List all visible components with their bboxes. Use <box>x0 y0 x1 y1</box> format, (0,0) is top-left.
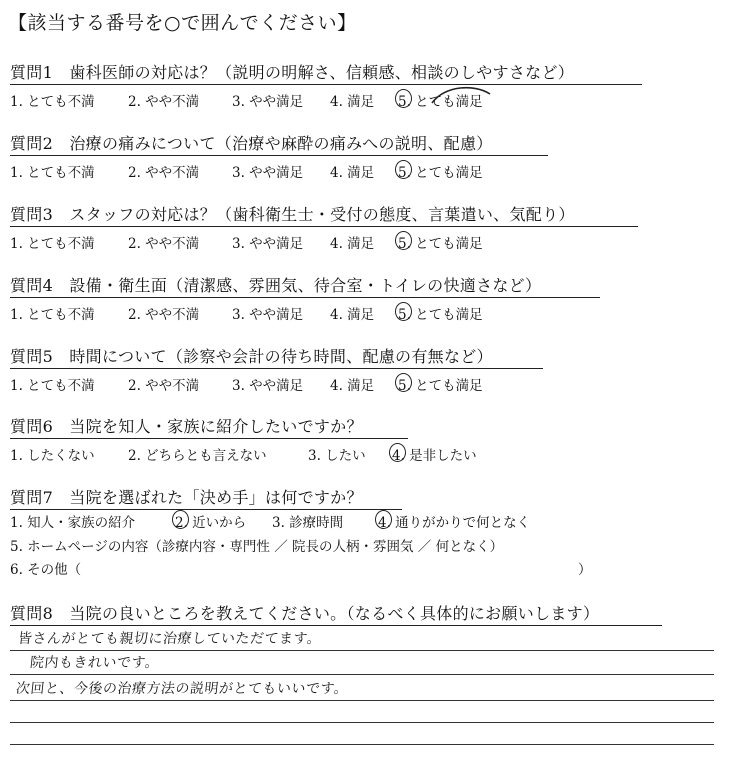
question-1-underline <box>10 84 642 85</box>
question-4-option-1[interactable]: 1. とても不満 <box>10 307 95 323</box>
question-4-option-5[interactable]: 5. とても満足 <box>398 307 483 323</box>
question-7-option-2[interactable]: 2. 近いから <box>175 515 247 531</box>
question-4-underline <box>10 297 600 298</box>
question-7-option-4[interactable]: 4. 通りがかりで何となく <box>378 515 531 531</box>
question-4-selection-circle <box>395 302 412 321</box>
question-7-option-6[interactable]: 6. その他（ <box>10 562 82 578</box>
question-3-option-1[interactable]: 1. とても不満 <box>10 236 95 252</box>
question-2-option-1[interactable]: 1. とても不満 <box>10 165 95 181</box>
question-1-option-4[interactable]: 4. 満足 <box>330 94 375 110</box>
question-1-option-1[interactable]: 1. とても不満 <box>10 94 95 110</box>
question-2-selection-circle <box>395 160 412 179</box>
question-6-option-1[interactable]: 1. したくない <box>10 448 95 464</box>
question-2-option-2[interactable]: 2. やや不満 <box>128 165 200 181</box>
question-4-option-4[interactable]: 4. 満足 <box>330 307 375 323</box>
question-6-option-3[interactable]: 3. したい <box>308 448 366 464</box>
answer-line-3 <box>10 700 714 701</box>
question-3-selection-circle <box>395 231 412 250</box>
question-6-selection-circle <box>389 443 406 462</box>
question-7-selection-circle-2 <box>172 510 189 529</box>
answer-line-2 <box>10 674 714 675</box>
question-3-title: 質問3 スタッフの対応は？（歯科衛生士・受付の態度、言葉遣い、気配り） <box>10 205 575 224</box>
question-7-option-1[interactable]: 1. 知人・家族の紹介 <box>10 515 136 531</box>
question-3-underline <box>10 226 638 227</box>
question-2-underline <box>10 155 548 156</box>
question-6-underline <box>10 438 408 439</box>
question-6-option-4[interactable]: 4. 是非したい <box>392 448 477 464</box>
question-5-option-3[interactable]: 3. やや満足 <box>232 378 304 394</box>
question-3-option-5[interactable]: 5. とても満足 <box>398 236 483 252</box>
question-5-title: 質問5 時間について（診察や会計の待ち時間、配慮の有無など） <box>10 347 493 366</box>
question-8-underline <box>10 625 662 626</box>
question-6-title: 質問6 当院を知人・家族に紹介したいですか？ <box>10 417 363 436</box>
question-5-option-4[interactable]: 4. 満足 <box>330 378 375 394</box>
question-4-title: 質問4 設備・衛生面（清潔感、雰囲気、待合室・トイレの快適さなど） <box>10 276 542 295</box>
answer-line-1 <box>10 650 714 651</box>
question-1-title: 質問1 歯科医師の対応は？（説明の明解さ、信頼感、相談のしやすさなど） <box>10 63 575 82</box>
question-6-option-2[interactable]: 2. どちらとも言えない <box>128 448 267 464</box>
handwritten-answer-1: 皆さんがとても親切に治療していただてます。 <box>17 631 323 647</box>
answer-line-4 <box>10 722 714 723</box>
question-3-option-4[interactable]: 4. 満足 <box>330 236 375 252</box>
question-2-option-4[interactable]: 4. 満足 <box>330 165 375 181</box>
header-instruction: 【該当する番号を○で囲んでください】 <box>8 12 357 34</box>
question-4-option-2[interactable]: 2. やや不満 <box>128 307 200 323</box>
question-1-selection-circle <box>395 89 412 108</box>
question-7-selection-circle-4 <box>375 510 392 529</box>
question-5-option-1[interactable]: 1. とても不満 <box>10 378 95 394</box>
answer-line-5 <box>10 744 714 745</box>
question-5-option-2[interactable]: 2. やや不満 <box>128 378 200 394</box>
question-8-title: 質問8 当院の良いところを教えてください。（なるべく具体的にお願いします） <box>10 604 600 623</box>
question-5-underline <box>10 368 543 369</box>
question-7-title: 質問7 当院を選ばれた「決め手」は何ですか？ <box>10 488 363 507</box>
question-1-option-2[interactable]: 2. やや不満 <box>128 94 200 110</box>
handwritten-answer-2: 院内もきれいです。 <box>29 655 161 671</box>
question-1-option-3[interactable]: 3. やや満足 <box>232 94 304 110</box>
question-7-option-5[interactable]: 5. ホームページの内容（診療内容・専門性 ／ 院長の人柄・雰囲気 ／ 何となく） <box>10 539 504 555</box>
question-2-option-3[interactable]: 3. やや満足 <box>232 165 304 181</box>
question-2-option-5[interactable]: 5. とても満足 <box>398 165 483 181</box>
question-7-underline <box>10 509 402 510</box>
handwritten-answer-3: 次回と、今後の治療方法の説明がとてもいいです。 <box>15 681 350 697</box>
question-3-option-2[interactable]: 2. やや不満 <box>128 236 200 252</box>
question-2-title: 質問2 治療の痛みについて（治療や麻酔の痛みへの説明、配慮） <box>10 134 493 153</box>
question-7-option-6-close: ） <box>578 562 592 578</box>
question-5-option-5[interactable]: 5. とても満足 <box>398 378 483 394</box>
question-4-option-3[interactable]: 3. やや満足 <box>232 307 304 323</box>
question-1-option-5[interactable]: 5. とても満足 <box>398 94 483 110</box>
question-7-option-3[interactable]: 3. 診療時間 <box>272 515 344 531</box>
question-5-selection-circle <box>395 373 412 392</box>
question-3-option-3[interactable]: 3. やや満足 <box>232 236 304 252</box>
